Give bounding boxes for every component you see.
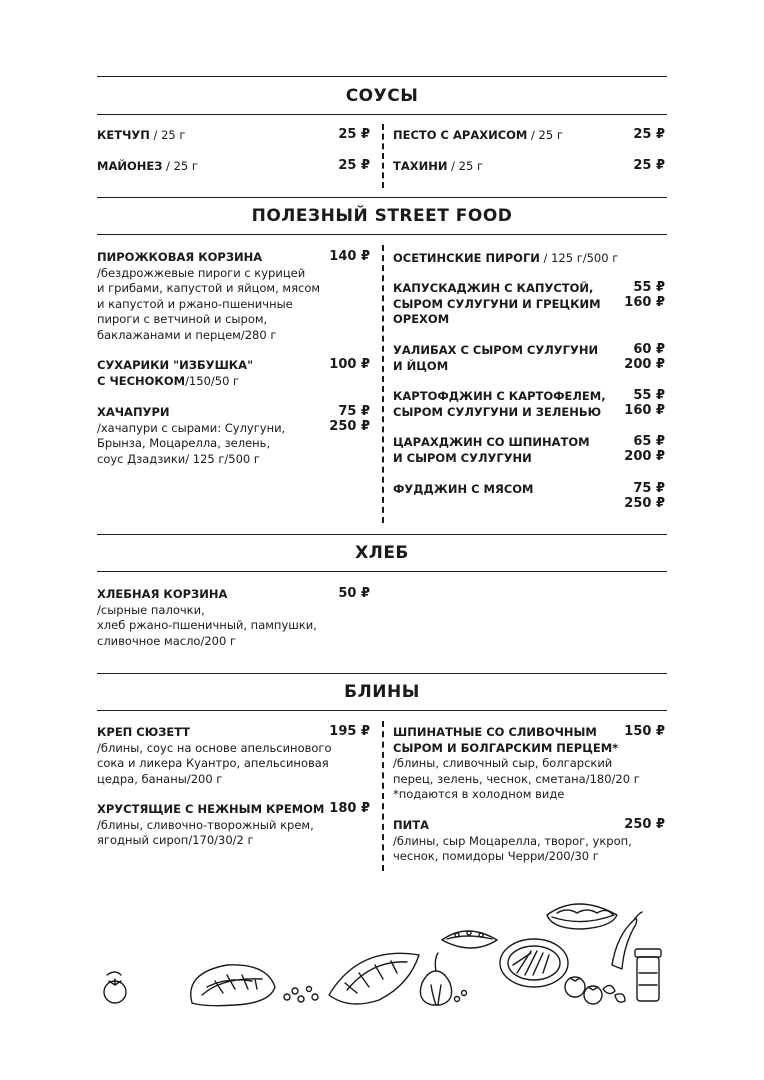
item-name: КРЕП СЮЗЕТТ — [97, 725, 190, 739]
section-title-bread: ХЛЕБ — [355, 543, 409, 563]
baguette-sandwich-icon — [547, 904, 617, 929]
item-name: ЦАРАХДЖИН СО ШПИНАТОМ — [393, 435, 590, 449]
item-price: 150 ₽ — [624, 724, 665, 739]
item-desc-line: и капустой и ржано-пшеничные — [97, 296, 293, 311]
item-price: 25 ₽ — [633, 127, 665, 142]
item-price: 250 ₽ — [624, 496, 665, 511]
item-price: 195 ₽ — [329, 724, 370, 739]
menu-item-bread-basket — [97, 587, 317, 649]
menu-item-pirozhki — [97, 250, 332, 343]
item-weight: / 25 г — [162, 159, 198, 173]
item-price: 180 ₽ — [329, 801, 370, 816]
item-price: 25 ₽ — [633, 158, 665, 173]
item-price: 50 ₽ — [338, 586, 370, 601]
item-desc-line: сливочное масло/200 г — [97, 633, 236, 648]
item-weight: / 25 г — [527, 128, 563, 142]
item-name: ПЕСТО С АРАХИСОМ — [393, 128, 528, 142]
item-name: СЫРОМ И БОЛГАРСКИМ ПЕРЦЕМ* — [393, 740, 619, 755]
item-price: 55 ₽ — [633, 280, 665, 295]
herb-leaves-icon — [603, 985, 625, 1002]
khachapuri-icon — [329, 953, 419, 1004]
menu-item-pesto — [393, 128, 563, 144]
section-rule — [97, 571, 667, 572]
item-desc-line: Брынза, Моцарелла, зелень, — [97, 436, 271, 450]
menu-item-kapuskadzhin — [393, 281, 601, 328]
spice-jar-icon — [635, 949, 661, 1001]
item-desc-line: ягодный сироп/170/30/2 г — [97, 833, 254, 847]
item-desc-line: баклажанами и перцем/280 г — [97, 327, 277, 342]
item-name: МАЙОНЕЗ — [97, 159, 163, 173]
item-price: 160 ₽ — [624, 403, 665, 418]
menu-item-crepe-suzette — [97, 725, 332, 787]
item-price: 65 ₽ — [633, 434, 665, 449]
item-name: С ЧЕСНОКОМ — [97, 373, 186, 388]
column-divider — [382, 245, 384, 523]
section-title-street-food: ПОЛЕЗНЫЙ STREET FOOD — [251, 206, 513, 226]
item-price: 75 ₽ — [338, 404, 370, 419]
item-name: ХАЧАПУРИ — [97, 405, 170, 419]
tomatoes-icon — [565, 977, 602, 1004]
item-price: 140 ₽ — [329, 249, 370, 264]
item-name: ХЛЕБНАЯ КОРЗИНА — [97, 587, 228, 601]
menu-item-tahini — [393, 159, 483, 175]
item-name: ТАХИНИ — [393, 159, 448, 173]
item-desc-line: сока и ликера Куантро, апельсиновая — [97, 756, 329, 770]
item-desc-line: соус Дзадзики/ 125 г/500 г — [97, 451, 260, 466]
menu-item-ualibakh — [393, 343, 598, 374]
pastry-icon — [191, 965, 275, 1006]
section-rule — [97, 710, 667, 711]
menu-item-kartofdzhin — [393, 389, 606, 420]
item-desc-line: /сырные палочки, — [97, 602, 205, 617]
item-weight: /150/50 г — [185, 373, 240, 388]
item-weight: / 25 г — [447, 159, 484, 173]
menu-item-sukhariki — [97, 358, 253, 389]
item-price: 200 ₽ — [624, 357, 665, 372]
sandwich-icon — [442, 931, 497, 948]
food-illustration — [97, 895, 667, 1015]
section-rule — [97, 673, 667, 674]
item-desc-line: цедра, бананы/200 г — [97, 771, 223, 786]
section-rule — [97, 534, 667, 535]
item-price: 250 ₽ — [329, 419, 370, 434]
item-name: СЫРОМ СУЛУГУНИ И ЗЕЛЕНЬЮ — [393, 404, 602, 419]
item-price: 25 ₽ — [338, 158, 370, 173]
item-desc-line: /бездрожжевые пироги с курицей — [97, 265, 306, 280]
section-rule — [97, 234, 667, 235]
item-name: ПИРОЖКОВАЯ КОРЗИНА — [97, 250, 263, 264]
item-desc-line: /хачапури с сырами: Сулугуни, — [97, 420, 286, 435]
item-desc-line: хлеб ржано-пшеничный, пампушки, — [97, 618, 317, 632]
item-price: 55 ₽ — [633, 388, 665, 403]
menu-item-tsarakhdzhin — [393, 435, 590, 466]
garlic-icon — [420, 953, 466, 1005]
item-desc-line: /блины, сыр Моцарелла, творог, укроп, — [393, 833, 632, 848]
section-title-sauces: СОУСЫ — [345, 86, 419, 106]
menu-item-crispy-cream — [97, 802, 324, 849]
item-note: *подаются в холодном виде — [393, 787, 565, 801]
item-name: ОСЕТИНСКИЕ ПИРОГИ — [393, 251, 540, 265]
menu-item-ketchup — [97, 128, 185, 144]
item-name: КЕТЧУП — [97, 128, 150, 142]
item-weight: / 125 г/500 г — [539, 251, 619, 265]
item-desc-line: /блины, соус на основе апельсинового — [97, 740, 332, 755]
section-rule — [97, 197, 667, 198]
item-name: ОРЕХОМ — [393, 312, 450, 326]
item-name: ПИТА — [393, 818, 429, 832]
peppercorns-icon — [284, 987, 318, 1003]
column-divider — [382, 124, 384, 188]
item-desc-line: /блины, сливочно-творожный крем, — [97, 817, 314, 832]
fries-plate-icon — [500, 939, 568, 987]
item-price: 160 ₽ — [624, 295, 665, 310]
column-divider — [382, 721, 384, 871]
item-price: 250 ₽ — [624, 817, 665, 832]
section-title-pancakes: БЛИНЫ — [344, 682, 420, 702]
item-price: 75 ₽ — [633, 481, 665, 496]
item-desc-line: /блины, сливочный сыр, болгарский — [393, 756, 613, 770]
item-name: КАПУСКАДЖИН С КАПУСТОЙ, — [393, 281, 594, 295]
item-desc-line: перец, зелень, чеснок, сметана/180/20 г — [393, 771, 640, 786]
tomato-icon — [104, 972, 126, 1003]
menu-item-khachapuri — [97, 405, 285, 467]
item-name: СУХАРИКИ "ИЗБУШКА" — [97, 358, 254, 372]
menu-item-fuddzhin — [393, 482, 534, 498]
item-name: УАЛИБАХ С СЫРОМ СУЛУГУНИ — [393, 343, 599, 357]
item-price: 25 ₽ — [338, 127, 370, 142]
item-name: ХРУСТЯЩИЕ С НЕЖНЫМ КРЕМОМ — [97, 802, 325, 816]
item-desc-line: чеснок, помидоры Черри/200/30 г — [393, 849, 599, 863]
item-name: И СЫРОМ СУЛУГУНИ — [393, 450, 532, 465]
item-name: КАРТОФДЖИН С КАРТОФЕЛЕМ, — [393, 389, 606, 403]
item-weight: / 25 г — [149, 128, 186, 142]
item-name: СЫРОМ СУЛУГУНИ И ГРЕЦКИМ — [393, 296, 601, 311]
menu-item-mayonnaise — [97, 159, 198, 175]
item-desc-line: пироги с ветчиной и сыром, — [97, 312, 268, 326]
item-name: И ЙЦОМ — [393, 358, 449, 373]
item-name: ШПИНАТНЫЕ СО СЛИВОЧНЫМ — [393, 725, 597, 739]
section-rule — [97, 114, 667, 115]
section-rule — [97, 76, 667, 77]
item-name: ФУДДЖИН С МЯСОМ — [393, 482, 534, 496]
menu-item-ossetian-header — [393, 251, 618, 267]
item-price: 100 ₽ — [329, 357, 370, 372]
item-price: 200 ₽ — [624, 449, 665, 464]
item-desc-line: и грибами, капустой и яйцом, мясом — [97, 281, 321, 295]
item-price: 60 ₽ — [633, 342, 665, 357]
